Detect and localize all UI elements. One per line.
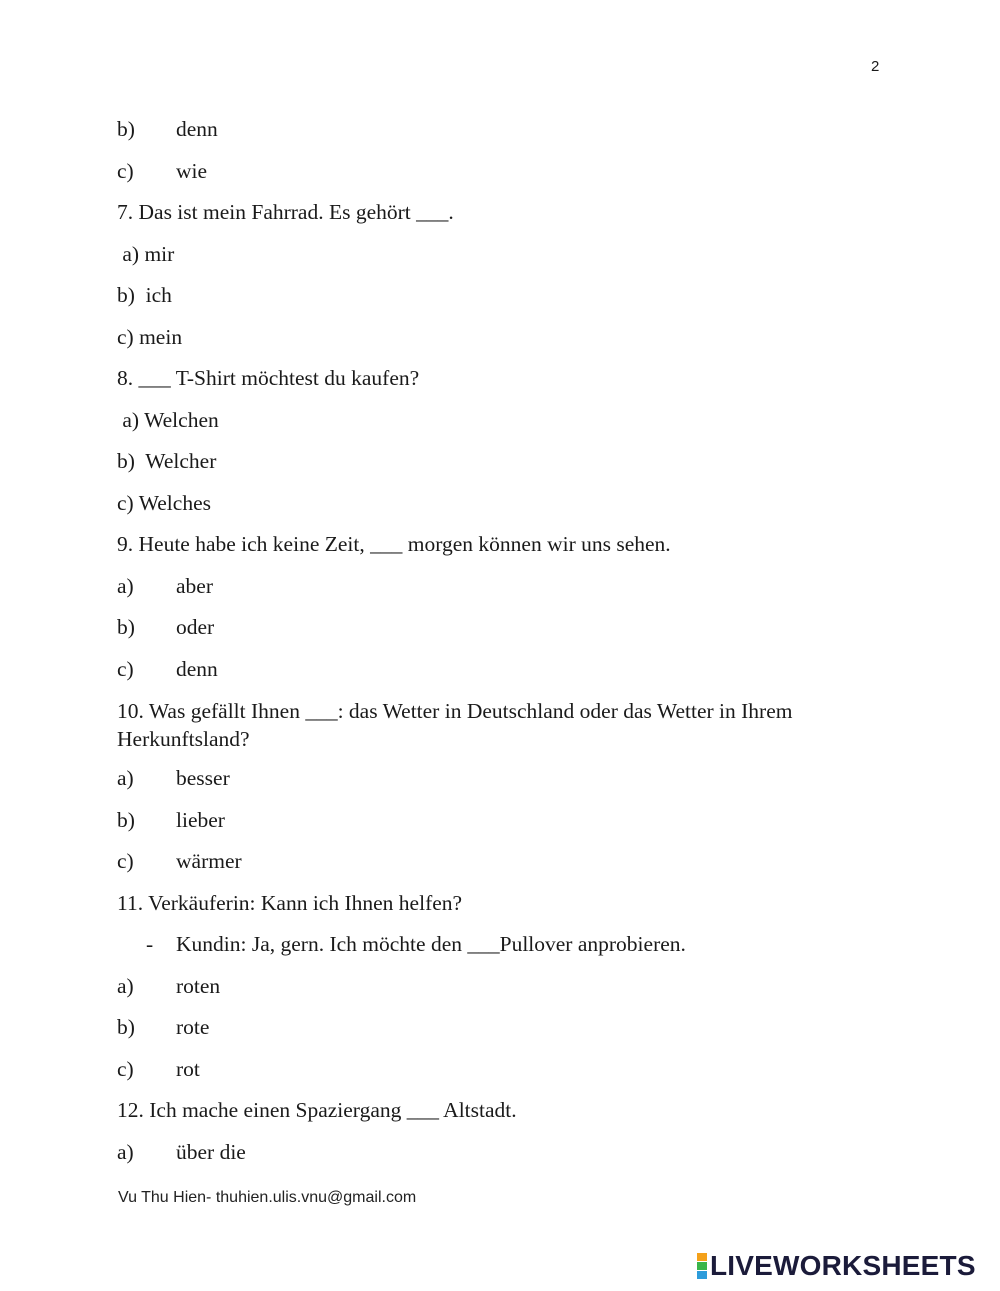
line-text: rot xyxy=(176,1056,200,1081)
question-line xyxy=(117,199,857,225)
line-text: denn xyxy=(176,656,218,681)
question-line xyxy=(117,448,857,474)
line-text: denn xyxy=(176,117,218,141)
line-text: 9. Heute habe ich keine Zeit, ___ morgen können wir uns sehen. xyxy=(117,532,671,556)
logo-block-blue xyxy=(697,1271,707,1279)
question-line xyxy=(117,282,857,308)
option-letter: c) xyxy=(117,158,134,183)
line-text: 10. Was gefällt Ihnen ___: das Wetter in Deutschland oder das Wetter in Ihrem Herkunftsland? xyxy=(117,699,793,751)
answer-option xyxy=(117,158,857,184)
line-text: a) Welchen xyxy=(117,407,219,432)
answer-option xyxy=(117,848,857,874)
line-text: wie xyxy=(176,158,208,183)
line-text: 12. Ich mache einen Spaziergang ___ Altstadt. xyxy=(117,1098,517,1122)
option-letter: a) xyxy=(117,1139,134,1164)
line-text: wärmer xyxy=(176,849,242,873)
line-text: rote xyxy=(176,1015,210,1039)
line-text: über die xyxy=(176,1139,246,1164)
line-text: lieber xyxy=(176,807,225,832)
line-text: aber xyxy=(176,573,213,598)
question-line xyxy=(117,324,857,350)
logo-blocks-icon xyxy=(697,1253,707,1279)
line-text: b) ich xyxy=(117,283,172,307)
page-number: 2 xyxy=(871,58,880,75)
line-text: 8. ___ T-Shirt möchtest du kaufen? xyxy=(117,366,420,390)
logo-text: LIVEWORKSHEETS xyxy=(710,1250,976,1281)
line-text: 7. Das ist mein Fahrrad. Es gehört ___. xyxy=(117,200,454,224)
line-text: Kundin: Ja, gern. Ich möchte den ___Pullover anprobieren. xyxy=(176,932,686,956)
line-text: 11. Verkäuferin: Kann ich Ihnen helfen? xyxy=(117,890,463,915)
answer-option xyxy=(117,1056,857,1082)
dialogue-line xyxy=(117,931,857,957)
worksheet-content xyxy=(117,116,857,1180)
line-text: roten xyxy=(176,973,221,998)
option-letter: c) xyxy=(117,656,134,681)
question-line xyxy=(117,1097,857,1123)
option-letter: c) xyxy=(117,1056,134,1081)
option-letter: b) xyxy=(117,807,135,832)
question-line xyxy=(117,531,857,557)
question-line xyxy=(117,890,857,916)
option-letter: b) xyxy=(117,615,135,639)
option-letter: a) xyxy=(117,973,134,998)
option-letter: b) xyxy=(117,1015,135,1039)
option-letter: c) xyxy=(117,849,134,873)
footer-author: Vu Thu Hien- thuhien.ulis.vnu@gmail.com xyxy=(118,1189,417,1206)
option-letter: b) xyxy=(117,117,135,141)
line-text: besser xyxy=(176,766,230,790)
question-line xyxy=(117,365,857,391)
option-letter: a) xyxy=(117,766,134,790)
answer-option xyxy=(117,573,857,599)
answer-option xyxy=(117,765,857,791)
line-text: a) mir xyxy=(117,241,175,266)
liveworksheets-logo[interactable] xyxy=(697,1251,976,1281)
answer-option xyxy=(117,1014,857,1040)
question-line xyxy=(117,697,857,753)
option-letter: a) xyxy=(117,573,134,598)
line-text: b) Welcher xyxy=(117,449,217,473)
line-text: oder xyxy=(176,615,215,639)
logo-block-orange xyxy=(697,1253,707,1261)
answer-option xyxy=(117,973,857,999)
line-text: c) Welches xyxy=(117,490,211,515)
line-text: c) mein xyxy=(117,324,183,349)
logo-block-green xyxy=(697,1262,707,1270)
answer-option xyxy=(117,1139,857,1165)
question-line xyxy=(117,241,857,267)
answer-option xyxy=(117,656,857,682)
answer-option xyxy=(117,807,857,833)
question-line xyxy=(117,490,857,516)
answer-option xyxy=(117,116,857,142)
question-line xyxy=(117,407,857,433)
dialogue-dash: - xyxy=(146,932,154,956)
answer-option xyxy=(117,614,857,640)
